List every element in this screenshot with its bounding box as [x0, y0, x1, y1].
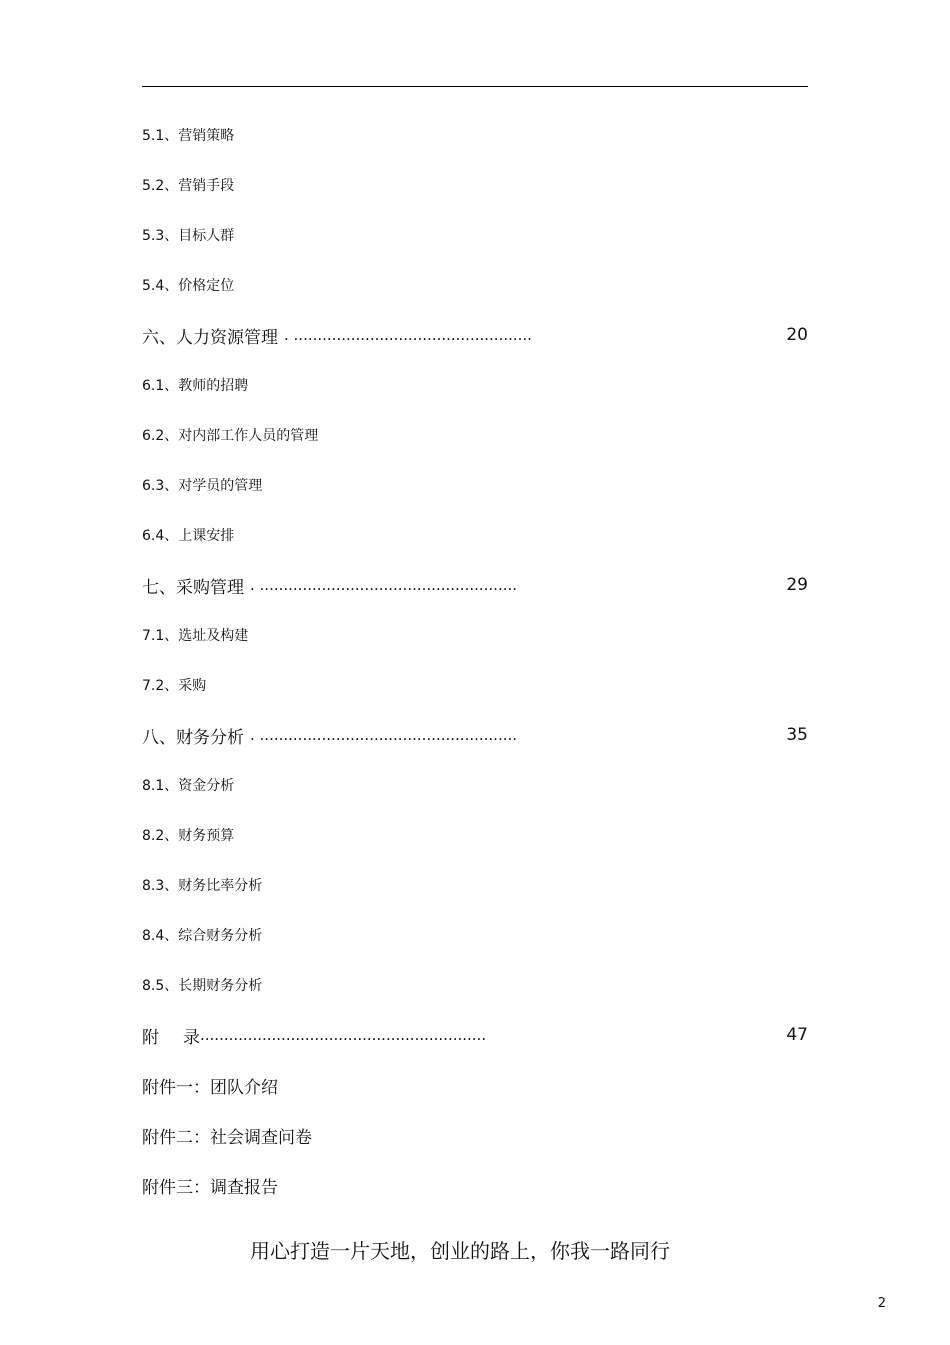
page-number: 2	[877, 1296, 886, 1311]
toc-entry-7-2[interactable]	[142, 660, 808, 710]
toc-entry-number: 6.4、	[142, 528, 179, 544]
toc-entry-title: 营销策略	[178, 128, 235, 144]
toc-dot-leader: . ......................................................	[250, 576, 518, 594]
toc-chapter-6[interactable]	[142, 310, 808, 360]
toc-appendix-item-1[interactable]	[142, 1060, 808, 1110]
toc-entry-number: 6.3、	[142, 478, 179, 494]
toc-entry-8-5[interactable]	[142, 960, 808, 1010]
toc-entry-8-2[interactable]	[142, 810, 808, 860]
toc-appendix-title: 调查报告	[210, 1177, 278, 1198]
toc-appendix[interactable]	[142, 1010, 808, 1060]
toc-entry-6-3[interactable]	[142, 460, 808, 510]
toc-entry-number: 8.2、	[142, 828, 179, 844]
toc-entry-number: 5.3、	[142, 228, 179, 244]
toc-entry-number: 8.3、	[142, 878, 179, 894]
toc-entry-number: 8.5、	[142, 978, 179, 994]
toc-entry-6-1[interactable]	[142, 360, 808, 410]
toc-appendix-item-3[interactable]	[142, 1160, 808, 1210]
toc-page-number: 20	[786, 325, 808, 345]
toc-dot-leader: ............................................................	[200, 1026, 487, 1044]
toc-entry-5-1[interactable]	[142, 110, 808, 160]
toc-entry-title: 教师的招聘	[178, 378, 249, 394]
toc-entry-6-2[interactable]	[142, 410, 808, 460]
toc-appendix-char-2: 录	[183, 1027, 200, 1048]
toc-entry-title: 采购	[178, 678, 207, 694]
toc-entry-7-1[interactable]	[142, 610, 808, 660]
toc-entry-8-3[interactable]	[142, 860, 808, 910]
toc-entry-5-4[interactable]	[142, 260, 808, 310]
toc-chapter-title: 财务分析	[176, 727, 244, 748]
toc-appendix-title: 团队介绍	[210, 1077, 278, 1098]
toc-entry-title: 选址及构建	[178, 628, 249, 644]
toc-page-number: 35	[786, 725, 808, 745]
toc-chapter-7[interactable]	[142, 560, 808, 610]
toc-chapter-8[interactable]	[142, 710, 808, 760]
toc-chapter-number: 八、	[142, 727, 176, 748]
toc-entry-number: 5.4、	[142, 278, 179, 294]
toc-entry-5-2[interactable]	[142, 160, 808, 210]
toc-appendix-title: 社会调查问卷	[210, 1127, 312, 1148]
toc-appendix-item-2[interactable]	[142, 1110, 808, 1160]
toc-chapter-number: 六、	[142, 327, 176, 348]
toc-entry-title: 综合财务分析	[178, 928, 263, 944]
toc-entry-title: 对内部工作人员的管理	[178, 428, 319, 444]
toc-chapter-title: 采购管理	[176, 577, 244, 598]
toc-entry-number: 8.4、	[142, 928, 179, 944]
toc-entry-8-1[interactable]	[142, 760, 808, 810]
toc-entry-number: 6.2、	[142, 428, 179, 444]
toc-entry-title: 财务预算	[178, 828, 235, 844]
toc-page-number: 47	[786, 1025, 808, 1045]
toc-page-number: 29	[786, 575, 808, 595]
toc-appendix-char-1: 附	[142, 1027, 183, 1048]
toc-appendix-label: 附件二：	[142, 1127, 210, 1148]
table-of-contents	[142, 110, 808, 1210]
toc-entry-number: 7.2、	[142, 678, 179, 694]
toc-entry-title: 上课安排	[178, 528, 235, 544]
toc-entry-6-4[interactable]	[142, 510, 808, 560]
toc-entry-number: 6.1、	[142, 378, 179, 394]
toc-chapter-title: 人力资源管理	[176, 327, 278, 348]
toc-entry-title: 价格定位	[178, 278, 235, 294]
toc-appendix-label: 附件一：	[142, 1077, 210, 1098]
toc-entry-8-4[interactable]	[142, 910, 808, 960]
header-rule	[142, 86, 808, 87]
toc-entry-number: 8.1、	[142, 778, 179, 794]
toc-entry-title: 对学员的管理	[178, 478, 263, 494]
toc-entry-number: 7.1、	[142, 628, 179, 644]
toc-chapter-number: 七、	[142, 577, 176, 598]
toc-dot-leader: . ..................................................	[284, 326, 532, 344]
toc-entry-number: 5.1、	[142, 128, 179, 144]
toc-dot-leader: . ......................................................	[250, 726, 518, 744]
toc-entry-5-3[interactable]	[142, 210, 808, 260]
toc-entry-title: 营销手段	[178, 178, 235, 194]
toc-entry-title: 财务比率分析	[178, 878, 263, 894]
toc-entry-title: 长期财务分析	[178, 978, 263, 994]
footer-slogan: 用心打造一片天地，创业的路上，你我一路同行	[250, 1239, 670, 1263]
toc-entry-title: 资金分析	[178, 778, 235, 794]
toc-entry-number: 5.2、	[142, 178, 179, 194]
toc-appendix-label: 附件三：	[142, 1177, 210, 1198]
toc-entry-title: 目标人群	[178, 228, 235, 244]
